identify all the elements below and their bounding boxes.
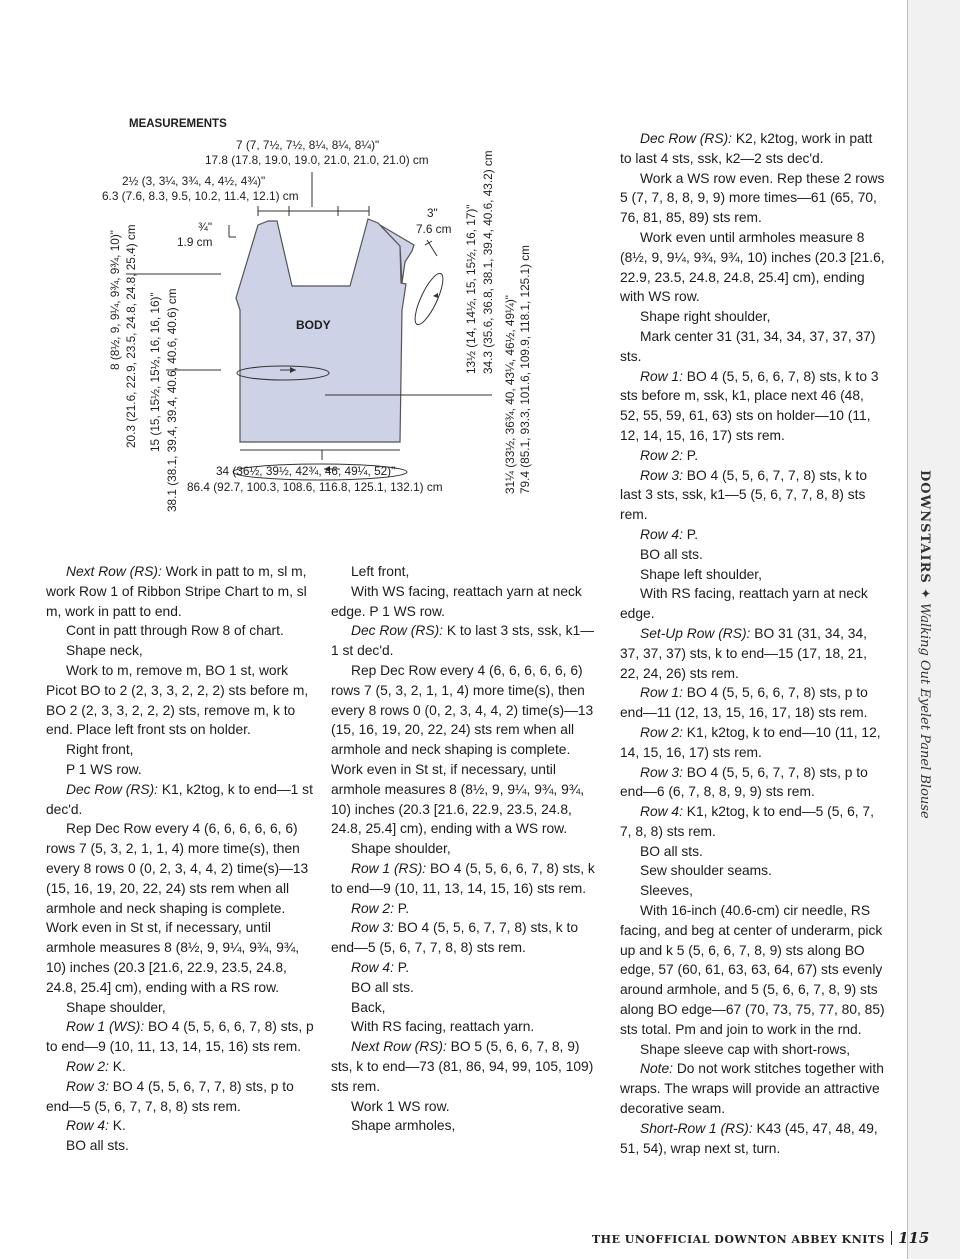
instruction-label: Row 4: bbox=[640, 526, 683, 542]
paragraph bbox=[331, 562, 599, 582]
instruction-label: Dec Row (RS): bbox=[351, 623, 443, 639]
paragraph bbox=[620, 169, 886, 228]
paragraph bbox=[331, 978, 599, 998]
paragraph bbox=[620, 446, 886, 466]
bust-inches: 31¼ (33½, 36¾, 40, 43¼, 46½, 49¼)" bbox=[503, 295, 517, 494]
paragraph bbox=[46, 562, 314, 621]
instruction-text: Left front, bbox=[351, 564, 410, 579]
bottom-width-cm: 86.4 (92.7, 100.3, 108.6, 116.8, 125.1, 132.1) cm bbox=[187, 480, 443, 494]
paragraph bbox=[620, 129, 886, 169]
instruction-label: Dec Row (RS): bbox=[66, 781, 158, 797]
sidebar-band bbox=[908, 0, 960, 1259]
sidebar-rule bbox=[907, 0, 908, 1259]
armhole-inches: 8 (8½, 9, 9¼, 9¾, 9¾, 10)" bbox=[108, 230, 122, 370]
instruction-text: BO all sts. bbox=[640, 843, 703, 859]
instruction-label: Row 2: bbox=[640, 447, 683, 463]
paragraph bbox=[620, 1119, 886, 1159]
instruction-text: K1, k2tog, k to end—10 (11, 12, 14, 15, 16, 17) sts rem. bbox=[620, 724, 881, 760]
instruction-text: Shape neck, bbox=[66, 643, 143, 659]
instruction-text: K1, k2tog, k to end—5 (5, 6, 7, 7, 8, 8) sts rem. bbox=[620, 804, 874, 839]
instruction-text: Shape shoulder, bbox=[66, 999, 166, 1015]
instruction-label: Row 1 (WS): bbox=[66, 1019, 145, 1035]
paragraph bbox=[620, 723, 886, 763]
instruction-label: Row 3: bbox=[351, 920, 394, 936]
page-footer bbox=[592, 1229, 929, 1247]
instruction-text: BO all sts. bbox=[351, 979, 414, 995]
paragraph bbox=[331, 859, 599, 899]
instruction-text: Sew shoulder seams. bbox=[640, 863, 772, 879]
instruction-text: BO 4 (5, 5, 6, 6, 7, 8) sts, p to end—9 (10, 11, 13, 14, 15, 16) sts rem. bbox=[46, 1019, 314, 1055]
paragraph bbox=[620, 881, 886, 901]
instruction-label: Next Row (RS): bbox=[66, 564, 162, 579]
paragraph bbox=[331, 958, 599, 978]
paragraph bbox=[46, 641, 314, 661]
bottom-width-inches: 34 (36½, 39½, 42¾, 46, 49¼, 52)" bbox=[216, 464, 396, 478]
paragraph bbox=[46, 998, 314, 1018]
paragraph bbox=[46, 760, 314, 780]
instruction-label: Row 4: bbox=[66, 1118, 109, 1134]
paragraph bbox=[46, 1116, 314, 1136]
paragraph bbox=[331, 1116, 599, 1136]
paragraph bbox=[620, 525, 886, 545]
footer-divider bbox=[891, 1231, 892, 1245]
separator-icon: ✦ bbox=[917, 587, 932, 599]
paragraph bbox=[46, 780, 314, 820]
instruction-text: Mark center 31 (31, 34, 34, 37, 37, 37) sts. bbox=[620, 328, 876, 364]
text-column-2 bbox=[331, 562, 599, 1136]
diagram-title: MEASUREMENTS bbox=[129, 118, 227, 130]
instruction-text: Shape left shoulder, bbox=[640, 566, 762, 582]
paragraph bbox=[331, 998, 599, 1018]
paragraph bbox=[620, 1040, 886, 1060]
paragraph bbox=[620, 327, 886, 367]
instruction-text: Work to m, remove m, BO 1 st, work Picot BO to 2 (2, 3, 3, 2, 2, 2) sts before m, BO 2 (2, 3, 3, 2, 2, 2) sts, remove m, k to end. Place left front sts on holder. bbox=[46, 662, 309, 738]
instruction-text: K to last 3 sts, ssk, k1—1 st dec'd. bbox=[331, 623, 595, 659]
sleeve-inches: 3" bbox=[427, 206, 438, 220]
paragraph bbox=[46, 819, 314, 997]
paragraph bbox=[620, 228, 886, 307]
paragraph bbox=[46, 1057, 314, 1077]
paragraph bbox=[620, 466, 886, 525]
instruction-text: K1, k2tog, k to end—1 st dec'd. bbox=[46, 781, 313, 817]
paragraph bbox=[331, 1097, 599, 1117]
text-column-3 bbox=[620, 129, 886, 1158]
bust-cm: 79.4 (85.1, 93.3, 101.6, 109.9, 118.1, 125.1) cm bbox=[518, 244, 532, 494]
instruction-label: Row 4: bbox=[640, 804, 683, 820]
instruction-text: Shape right shoulder, bbox=[640, 309, 771, 325]
instruction-text: Rep Dec Row every 4 (6, 6, 6, 6, 6, 6) rows 7 (5, 3, 2, 1, 1, 4) more time(s), then every 8 rows 0 (0, 2, 3, 4, 4, 2) time(s)—13 (15, 16, 19, 20, 22, 24) sts rem when all armhole and neck shaping is complete. Work even in St st, if necessary, until armhole measures 8 (8½, 9, 9¼, 9¾, 9¾, 10) inches (20.3 [21.6, 22.9, 23.5, 24.8, 24.8, 25.4] cm), ending with a WS row. bbox=[331, 662, 594, 837]
instruction-text: Shape sleeve cap with short-rows, bbox=[640, 1041, 851, 1057]
upper-arm-cm: 34.3 (35.6, 36.8, 38.1, 39.4, 40.6, 43.2) cm bbox=[481, 150, 495, 374]
instruction-text: Work 1 WS row. bbox=[351, 1098, 450, 1114]
instruction-label: Row 1: bbox=[640, 685, 683, 701]
instruction-text: BO 5 (5, 6, 6, 7, 8, 9) sts, k to end—73 (81, 86, 94, 99, 105, 109) sts rem. bbox=[331, 1039, 594, 1094]
instruction-text: BO 4 (5, 5, 6, 7, 7, 8) sts, k to last 3 sts, ssk, k1—5 (5, 6, 7, 7, 8, 8) sts rem. bbox=[620, 467, 867, 523]
instruction-label: Note: bbox=[640, 1061, 673, 1077]
instruction-text: K43 (45, 47, 48, 49, 51, 54), wrap next st, turn. bbox=[620, 1120, 878, 1156]
instruction-label: Row 2: bbox=[351, 900, 394, 916]
side-inches: 15 (15, 15½, 15½, 16, 16, 16)" bbox=[148, 292, 162, 452]
instruction-text: Shape armholes, bbox=[351, 1118, 456, 1134]
instruction-text: Do not work stitches together with wraps. The wraps will provide an attractive decorative seam. bbox=[620, 1061, 884, 1117]
instruction-text: P. bbox=[393, 900, 410, 916]
paragraph bbox=[620, 545, 886, 565]
paragraph bbox=[620, 802, 886, 842]
paragraph bbox=[620, 861, 886, 881]
instruction-label: Row 3: bbox=[66, 1078, 109, 1094]
instruction-label: Row 3: bbox=[640, 764, 683, 780]
instruction-label: Row 4: bbox=[351, 959, 394, 975]
paragraph bbox=[620, 842, 886, 862]
upper-arm-inches: 13½ (14, 14½, 15, 15½, 16, 17)" bbox=[464, 204, 478, 374]
top-width-inches: 7 (7, 7½, 7½, 8¼, 8¼, 8¼)" bbox=[236, 138, 380, 152]
instruction-label: Row 3: bbox=[640, 467, 683, 483]
instruction-text: P. bbox=[682, 526, 699, 542]
instruction-text: Right front, bbox=[66, 742, 134, 758]
instruction-text: Cont in patt through Row 8 of chart. bbox=[66, 623, 284, 639]
paragraph bbox=[46, 621, 314, 641]
paragraph bbox=[620, 763, 886, 803]
instruction-text: BO 4 (5, 5, 6, 6, 7, 8) sts, p to end—11 (12, 13, 15, 16, 17, 18) sts rem. bbox=[620, 685, 868, 721]
paragraph bbox=[620, 1059, 886, 1118]
instruction-text: BO 4 (5, 5, 6, 7, 7, 8) sts, p to end—6 (6, 7, 8, 8, 9, 9) sts rem. bbox=[620, 764, 868, 800]
sleeve-ellipse bbox=[410, 270, 448, 328]
shoulder-cm: 6.3 (7.6, 8.3, 9.5, 10.2, 11.4, 12.1) cm bbox=[102, 189, 299, 203]
instruction-text: Work in patt to m, sl m, work Row 1 of Ribbon Stripe Chart to m, sl m, work in patt to end. bbox=[46, 564, 307, 619]
instruction-text: BO 4 (5, 5, 6, 7, 7, 8) sts, p to end—5 (5, 6, 7, 7, 8, 8) sts rem. bbox=[46, 1078, 294, 1114]
paragraph bbox=[46, 1077, 314, 1117]
instruction-text: BO 31 (31, 34, 34, 37, 37, 37) sts, k to end—15 (17, 18, 21, 22, 24, 26) sts rem. bbox=[620, 625, 867, 681]
paragraph bbox=[620, 367, 886, 446]
text-column-1 bbox=[46, 562, 314, 1156]
shoulder-inches: 2½ (3, 3¼, 3¾, 4, 4½, 4¾)" bbox=[122, 174, 266, 188]
neckband-cm: 1.9 cm bbox=[177, 235, 213, 249]
instruction-text: K. bbox=[108, 1118, 126, 1134]
instruction-text: BO 4 (5, 5, 6, 6, 7, 8) sts, k to 3 sts before m, ssk, k1, place next 46 (48, 52, 55, 59, 61, 63) sts on holder—10 (11, 12, 14, 15, 16, 17) sts rem. bbox=[620, 368, 879, 443]
instruction-text: P. bbox=[393, 959, 410, 975]
paragraph bbox=[46, 740, 314, 760]
paragraph bbox=[331, 1037, 599, 1096]
instruction-text: K. bbox=[108, 1058, 126, 1074]
instruction-text: Work a WS row even. Rep these 2 rows 5 (7, 7, 8, 8, 9, 9) more times—61 (65, 70, 76, 81, 85, 89) sts rem. bbox=[620, 170, 885, 226]
instruction-label: Dec Row (RS): bbox=[640, 131, 732, 146]
paragraph bbox=[620, 624, 886, 683]
instruction-label: Set-Up Row (RS): bbox=[640, 625, 751, 641]
paragraph bbox=[620, 307, 886, 327]
paragraph bbox=[620, 565, 886, 585]
paragraph bbox=[331, 621, 599, 661]
pattern-title: Walking Out Eyelet Panel Blouse bbox=[917, 602, 932, 819]
page-number: 115 bbox=[898, 1229, 930, 1247]
paragraph bbox=[331, 1017, 599, 1037]
paragraph bbox=[331, 661, 599, 839]
instruction-text: With WS facing, reattach yarn at neck edge. P 1 WS row. bbox=[331, 583, 582, 619]
paragraph bbox=[620, 683, 886, 723]
side-cm: 38.1 (38.1, 39.4, 39.4, 40.6, 40.6, 40.6) cm bbox=[165, 288, 179, 512]
instruction-text: Rep Dec Row every 4 (6, 6, 6, 6, 6, 6) rows 7 (5, 3, 2, 1, 1, 4) more time(s), then every 8 rows 0 (0, 2, 3, 4, 4, 2) time(s)—13 (15, 16, 19, 20, 22, 24) sts rem when all armhole and neck shaping is complete. Work even in St st, if necessary, until armhole measures 8 (8½, 9, 9¼, 9¾, 9¾, 10) inches (20.3 [21.6, 22.9, 23.5, 24.8, 24.8, 25.4] cm), ending with a RS row. bbox=[46, 821, 309, 995]
instruction-label: Row 2: bbox=[640, 724, 683, 740]
instruction-text: With RS facing, reattach yarn at neck edge. bbox=[620, 586, 868, 622]
running-header bbox=[917, 470, 932, 819]
instruction-text: BO all sts. bbox=[640, 546, 703, 562]
instruction-text: BO all sts. bbox=[66, 1138, 129, 1154]
paragraph bbox=[331, 918, 599, 958]
instruction-label: Row 1 (RS): bbox=[351, 860, 427, 876]
instruction-label: Next Row (RS): bbox=[351, 1039, 447, 1055]
instruction-text: BO 4 (5, 5, 6, 7, 7, 8) sts, k to end—5 (5, 6, 7, 7, 8, 8) sts rem. bbox=[331, 920, 578, 956]
instruction-text: P. bbox=[682, 447, 699, 463]
instruction-text: Work even until armholes measure 8 (8½, 9, 9¼, 9¾, 9¾, 10) inches (20.3 [21.6, 22.9, 23.5, 24.8, 24.8, 25.4] cm), ending with WS row. bbox=[620, 229, 885, 305]
neckband-inches: ¾" bbox=[198, 220, 213, 234]
instruction-text: Shape shoulder, bbox=[351, 841, 451, 857]
body-label: BODY bbox=[296, 318, 331, 332]
paragraph bbox=[620, 584, 886, 624]
instruction-text: With RS facing, reattach yarn. bbox=[351, 1019, 535, 1035]
instruction-label: Short-Row 1 (RS): bbox=[640, 1120, 753, 1136]
instruction-text: K2, k2tog, work in patt to last 4 sts, ssk, k2—2 sts dec'd. bbox=[620, 131, 873, 166]
paragraph bbox=[331, 582, 599, 622]
paragraph bbox=[46, 1017, 314, 1057]
instruction-text: With 16-inch (40.6-cm) cir needle, RS facing, and beg at center of underarm, pick up and k 5 (5, 6, 6, 7, 8, 9) sts along BO edge, 57 (60, 61, 63, 63, 64, 67) sts evenly around armhole, and 5 (5, 6, 6, 7, 8, 9) sts along BO edge—67 (70, 73, 75, 77, 80, 85) sts total. Pm and join to work in the rnd. bbox=[620, 903, 885, 1037]
instruction-text: BO 4 (5, 5, 6, 6, 7, 8) sts, k to end—9 (10, 11, 13, 14, 15, 16) sts rem. bbox=[331, 860, 595, 896]
armhole-cm: 20.3 (21.6, 22.9, 23.5, 24.8, 24.8, 25.4) cm bbox=[124, 224, 138, 448]
top-width-cm: 17.8 (17.8, 19.0, 19.0, 21.0, 21.0, 21.0) cm bbox=[205, 153, 429, 167]
section-name: DOWNSTAIRS bbox=[917, 470, 932, 584]
paragraph bbox=[46, 661, 314, 740]
instruction-label: Row 1: bbox=[640, 368, 683, 384]
paragraph bbox=[46, 1136, 314, 1156]
sleeve-cm: 7.6 cm bbox=[416, 222, 452, 236]
instruction-text: P 1 WS row. bbox=[66, 761, 142, 777]
book-title: THE UNOFFICIAL DOWNTON ABBEY KNITS bbox=[592, 1233, 886, 1246]
instruction-text: Back, bbox=[351, 999, 386, 1015]
paragraph bbox=[620, 901, 886, 1040]
instruction-label: Row 2: bbox=[66, 1058, 109, 1074]
paragraph bbox=[331, 839, 599, 859]
instruction-text: Sleeves, bbox=[640, 883, 693, 899]
paragraph bbox=[331, 899, 599, 919]
